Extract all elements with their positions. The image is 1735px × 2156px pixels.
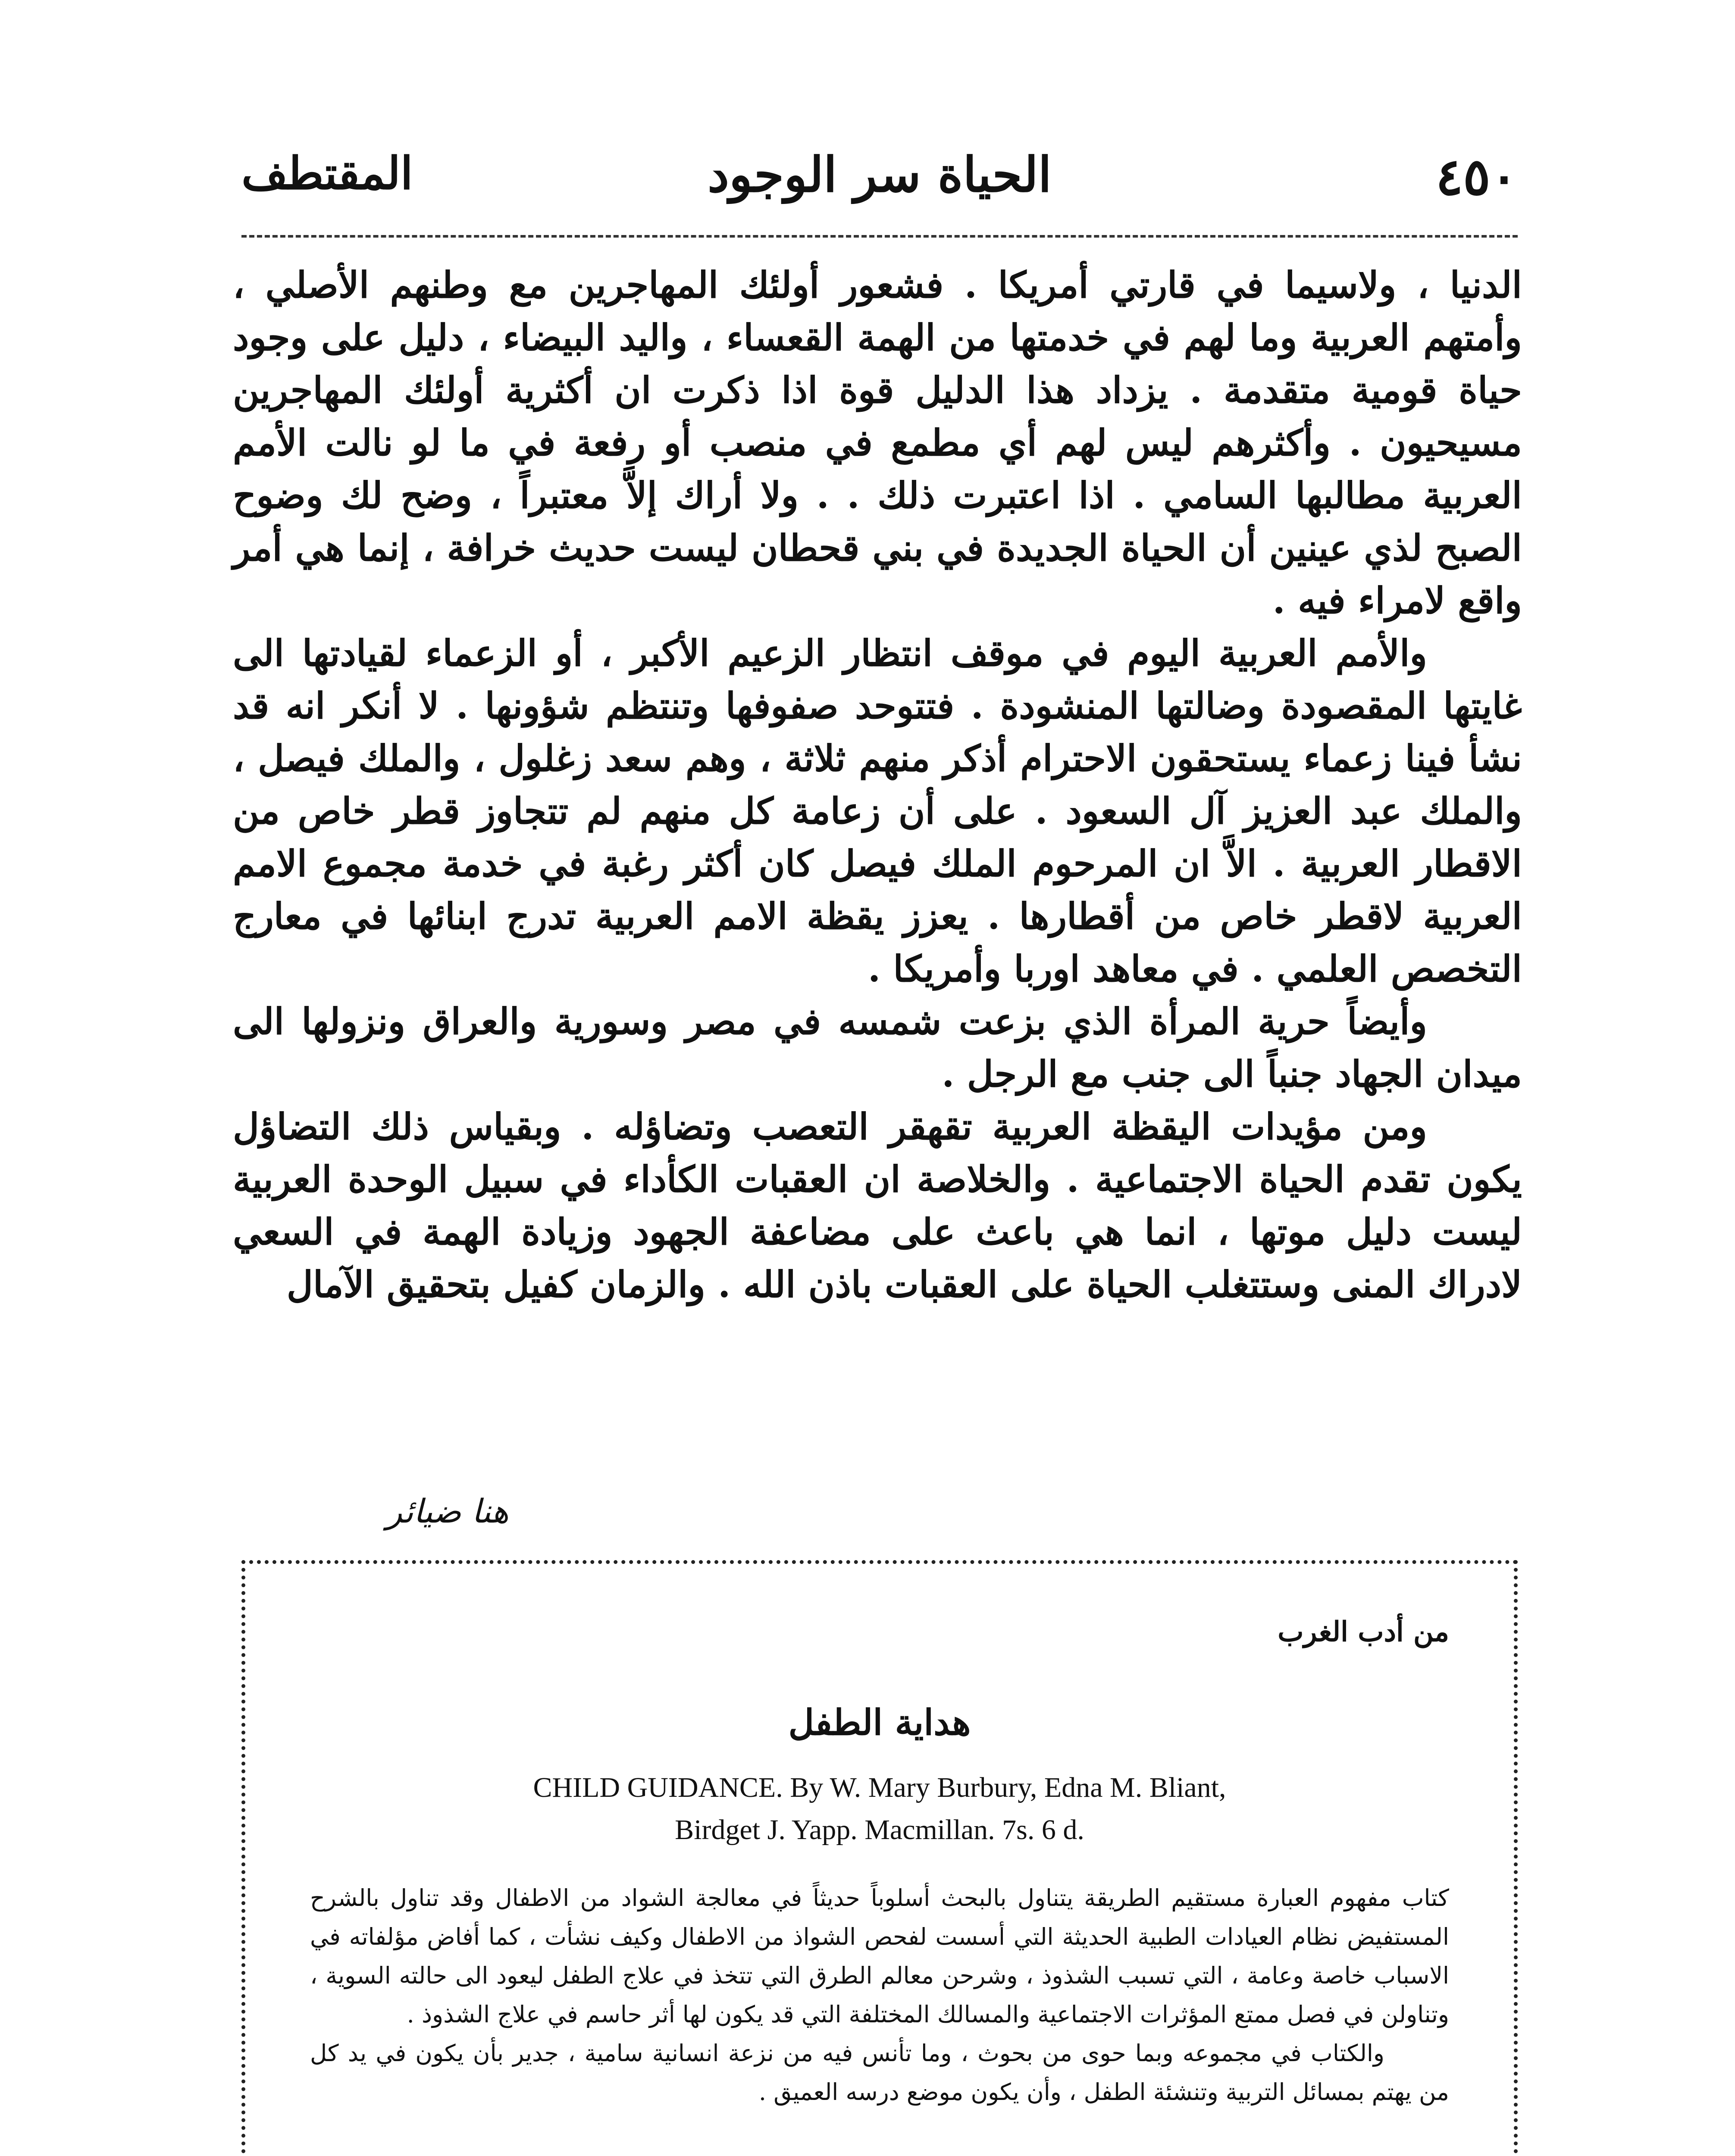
article-body	[233, 259, 1522, 1311]
page-number: ٤٥٠	[1435, 147, 1518, 207]
article-paragraph: والأمم العربية اليوم في موقف انتظار الزعيم الأكبر ، أو الزعماء لقيادتها الى غايتها المقصودة وضالتها المنشودة . فتتوحد صفوفها وتنتظم شؤونها . لا أنكر انه قد نشأ فينا زعماء يستحقون الاحترام أذكر منهم ثلاثة ، وهم سعد زغلول ، والملك فيصل ، والملك عبد العزيز آل السعود . على أن زعامة كل منهم لم تتجاوز قطر خاص من الاقطار العربية . الاَّ ان المرحوم الملك فيصل كان أكثر رغبة في خدمة مجموع الامم العربية لاقطر خاص من أقطارها . يعزز يقظة الامم العربية تدرج ابنائها في معارج التخصص العلمي . في معاهد اوربا وأمريكا .	[233, 632, 1522, 990]
running-header	[241, 142, 1518, 207]
article-paragraph: وأيضاً حرية المرأة الذي بزعت شمسه في مصر وسورية والعراق ونزولها الى ميدان الجهاد جنباً الى جنب مع الرجل .	[233, 1000, 1522, 1095]
article-paragraph: ومن مؤيدات اليقظة العربية تقهقر التعصب وتضاؤله . وبقياس ذلك التضاؤل يكون تقدم الحياة الاجتماعية . والخلاصة ان العقبات الكأداء في سبيل الوحدة العربية ليست دليل موتها ، انما هي باعث على مضاعفة الجهود وزيادة الهمة في السعي لادراك المنى وستتغلب الحياة على العقبات باذن الله . والزمان كفيل بتحقيق الآمال	[233, 1105, 1522, 1306]
article-paragraph: الدنيا ، ولاسيما في قارتي أمريكا . فشعور أولئك المهاجرين مع وطنهم الأصلي ، وأمتهم العربية وما لهم في خدمتها من الهمة القعساء ، واليد البيضاء ، دليل على وجود حياة قومية متقدمة . يزداد هذا الدليل قوة اذا ذكرت ان أكثرية أولئك المهاجرين مسيحيون . وأكثرهم ليس لهم أي مطمع في منصب أو رفعة في ما لو نالت الأمم العربية مطالبها السامي . اذا اعتبرت ذلك . . ولا أراك إلاَّ معتبراً ، وضح لك وضوح الصبح لذي عينين أن الحياة الجديدة في بني قحطان ليست حديث خرافة ، إنما هي أمر واقع لامراء فيه .	[233, 263, 1522, 622]
article-title: الحياة سر الوجود	[708, 147, 1052, 203]
citation-line: Birdget J. Yapp. Macmillan. 7s. 6 d.	[675, 1814, 1084, 1846]
review-title: هداية الطفل	[788, 1702, 971, 1743]
header-divider	[241, 235, 1518, 238]
author-signature: هنا ضيائر	[386, 1492, 509, 1530]
citation-line: CHILD GUIDANCE. By W. Mary Burbury, Edna M. Bliant,	[533, 1772, 1226, 1803]
review-text	[310, 1879, 1449, 2112]
book-review-box	[241, 1560, 1518, 2156]
review-paragraph: والكتاب في مجموعه وبما حوى من بحوث ، وما تأنس فيه من نزعة انسانية سامية ، جدير بأن يكون في يد كل من يهتم بمسائل التربية وتنشئة الطفل ، وأن يكون موضع درسه العميق .	[310, 2040, 1449, 2106]
book-citation	[332, 1767, 1428, 1851]
journal-name: المقتطف	[241, 147, 413, 200]
review-paragraph: كتاب مفهوم العبارة مستقيم الطريقة يتناول بالبحث أسلوباً حديثاً في معالجة الشواد من الاطفال وقد تناول بالشرح المستفيض نظام العيادات الطبية الحديثة التي أسست لفحص الشواذ من الاطفال وكيف نشأت ، كما أفاض مؤلفاته في الاسباب خاصة وعامة ، التي تسبب الشذوذ ، وشرحن معالم الطرق التي تتخذ في علاج الطفل ليعود الى حالته السوية ، وتناولن في فصل ممتع المؤثرات الاجتماعية والمسالك المختلفة التي قد يكون لها أثر حاسم في علاج الشذوذ .	[310, 1884, 1449, 2028]
review-section-label: من أدب الغرب	[1278, 1616, 1449, 1648]
